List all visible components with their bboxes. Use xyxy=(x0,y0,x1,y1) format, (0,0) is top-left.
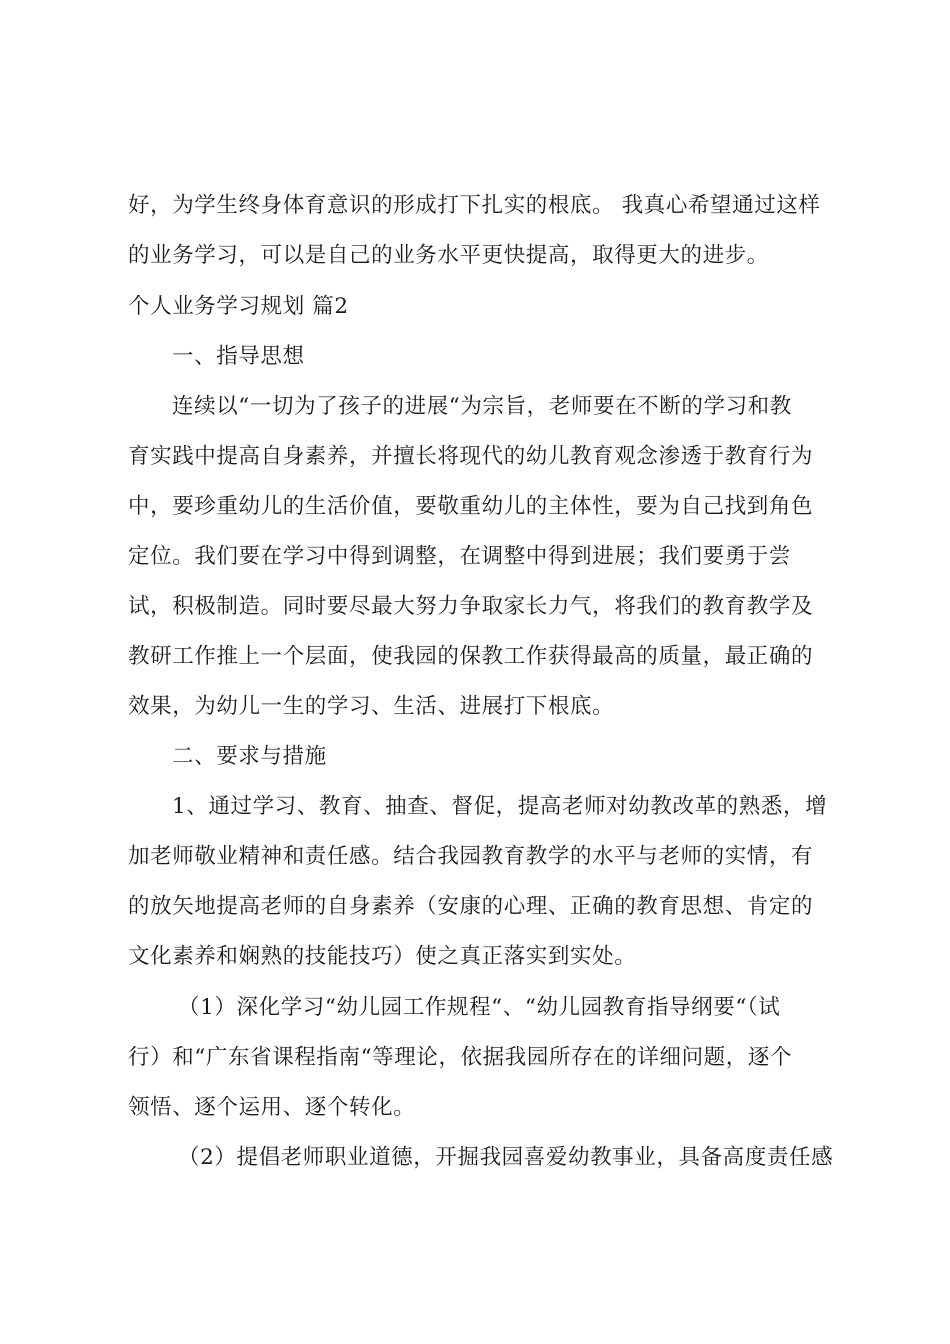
paragraph-line: 的业务学习，可以是自己的业务水平更快提高，取得更大的进步。 xyxy=(128,243,769,268)
paragraph-line: 中，要珍重幼儿的生活价值，要敬重幼儿的主体性，要为自己找到角色 xyxy=(128,494,814,519)
section-heading: 一、指导思想 xyxy=(172,344,305,369)
paragraph-line: 行）和“广东省课程指南“等理论，依据我园所存在的详细问题，逐个 xyxy=(128,1045,793,1070)
paragraph-line: 好，为学生终身体育意识的形成打下扎实的根底。 我真心希望通过这样 xyxy=(128,193,821,218)
paragraph-line: 连续以“一切为了孩子的进展“为宗旨，老师要在不断的学习和教 xyxy=(172,394,792,419)
paragraph-line: 的放矢地提高老师的自身素养（安康的心理、正确的教育思想、肯定的 xyxy=(128,894,814,919)
paragraph-line: 教研工作推上一个层面，使我园的保教工作获得最高的质量，最正确的 xyxy=(128,644,814,669)
paragraph-line: （2）提倡老师职业道德，开掘我园喜爱幼教事业，具备高度责任感 xyxy=(178,1145,834,1170)
paragraph-line: 育实践中提高自身素养，并擅长将现代的幼儿教育观念渗透于教育行为 xyxy=(128,444,814,469)
paragraph-line: 定位。我们要在学习中得到调整，在调整中得到进展；我们要勇于尝 xyxy=(128,544,792,569)
paragraph-line: 文化素养和娴熟的技能技巧）使之真正落实到实处。 xyxy=(128,944,637,969)
paragraph-line: 加老师敬业精神和责任感。结合我园教育教学的水平与老师的实情，有 xyxy=(128,844,814,869)
paragraph-line: （1）深化学习“幼儿园工作规程“、“幼儿园教育指导纲要“（试 xyxy=(178,995,781,1020)
paragraph-line: 试，积极制造。同时要尽最大努力争取家长力气，将我们的教育教学及 xyxy=(128,594,814,619)
section-heading: 二、要求与措施 xyxy=(172,744,327,769)
section-title: 个人业务学习规划 篇2 xyxy=(128,294,349,319)
paragraph-line: 效果，为幼儿一生的学习、生活、进展打下根底。 xyxy=(128,694,615,719)
paragraph-line: 领悟、逐个运用、逐个转化。 xyxy=(128,1095,416,1120)
paragraph-line: 1、通过学习、教育、抽查、督促，提高老师对幼教改革的熟悉，增 xyxy=(172,794,828,819)
